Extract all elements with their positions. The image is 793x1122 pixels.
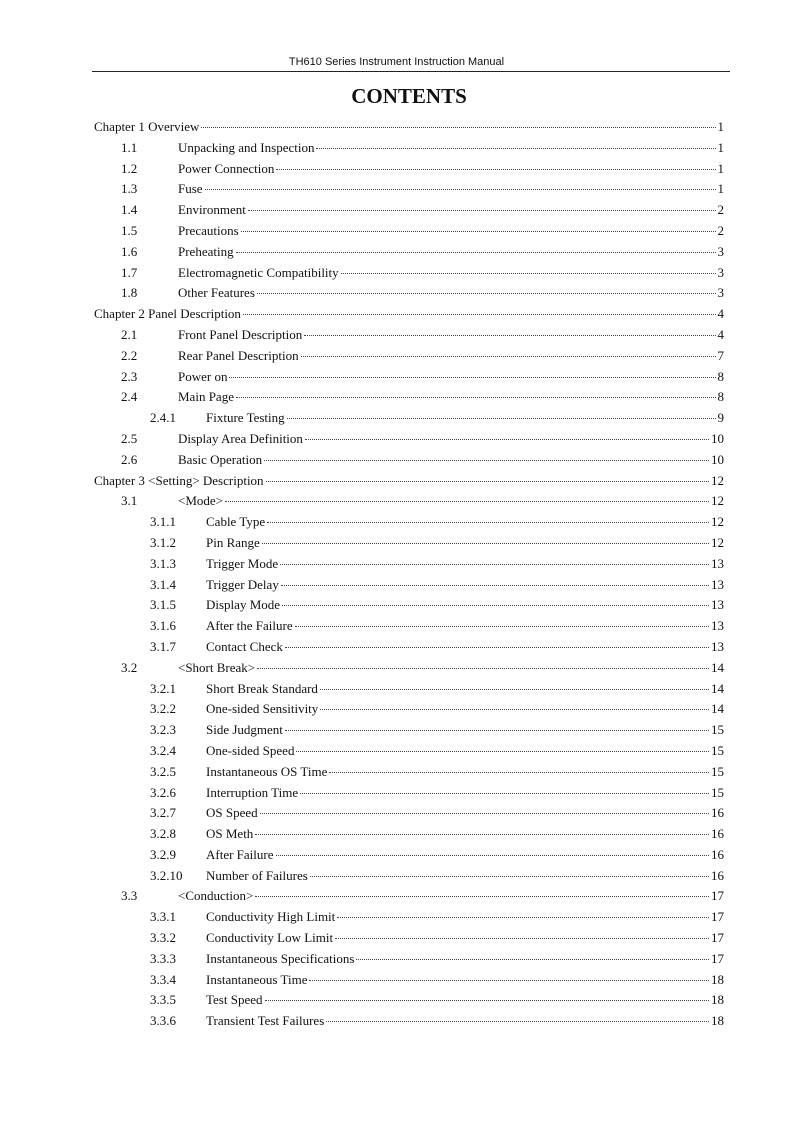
toc-section-number: 1.6 [121, 243, 138, 259]
toc-section-number: 3.1.2 [150, 534, 176, 550]
toc-entry-title: After Failure [206, 846, 274, 862]
toc-page-number: 3 [717, 243, 724, 259]
toc-page-number: 13 [711, 597, 724, 613]
dot-leader [276, 169, 715, 170]
dot-leader [236, 397, 716, 398]
dot-leader [262, 543, 709, 544]
toc-entry-title: Display Mode [206, 597, 281, 613]
toc-section-number: 2.5 [121, 430, 138, 446]
toc-entry[interactable] [0, 408, 793, 429]
dot-leader [264, 460, 709, 461]
toc-entry-title: <Short Break> [178, 659, 256, 675]
toc-entry-line [206, 637, 724, 658]
toc-entry[interactable] [0, 928, 793, 949]
toc-entry-line [94, 304, 724, 325]
toc-entry[interactable] [0, 575, 793, 596]
toc-entry-line [206, 616, 724, 637]
dot-leader [280, 564, 709, 565]
toc-entry[interactable] [0, 907, 793, 928]
toc-page-number: 14 [711, 680, 724, 696]
toc-page-number: 15 [711, 742, 724, 758]
toc-entry-line [206, 741, 724, 762]
toc-entry-line [178, 429, 724, 450]
toc-section-number: 3.3.2 [150, 930, 176, 946]
toc-page-number: 13 [711, 618, 724, 634]
dot-leader [260, 813, 709, 814]
toc-section-number: 3.2.6 [150, 784, 176, 800]
toc-page-number: 2 [717, 222, 724, 238]
dot-leader [296, 751, 709, 752]
toc-entry-title: Unpacking and Inspection [178, 139, 315, 155]
toc-entry[interactable] [0, 512, 793, 533]
toc-entry-title: Conductivity Low Limit [206, 930, 334, 946]
toc-entry-line [206, 783, 724, 804]
toc-entry[interactable] [0, 367, 793, 388]
toc-section-number: 1.2 [121, 160, 138, 176]
toc-entry-line [178, 346, 724, 367]
dot-leader [241, 231, 716, 232]
toc-entry-title: Environment [178, 202, 246, 218]
toc-entry-title: Pin Range [206, 534, 260, 550]
toc-entry-line [94, 471, 724, 492]
toc-section-number: 3.1.5 [150, 597, 176, 613]
toc-entry-title: <Mode> [178, 493, 223, 509]
toc-section-number: 1.1 [121, 139, 138, 155]
toc-entry[interactable] [0, 200, 793, 221]
toc-entry-title: Instantaneous Specifications [206, 950, 355, 966]
toc-page-number: 12 [711, 472, 724, 488]
toc-entry-title: Side Judgment [206, 722, 283, 738]
dot-leader [337, 917, 709, 918]
toc-entry[interactable] [0, 783, 793, 804]
dot-leader [265, 1000, 710, 1001]
toc-section-number: 3.1.7 [150, 638, 176, 654]
toc-page-number: 12 [711, 493, 724, 509]
toc-page-number: 1 [717, 160, 724, 176]
toc-entry[interactable] [0, 242, 793, 263]
toc-entry-line [206, 907, 724, 928]
toc-section-number: 1.4 [121, 202, 138, 218]
dot-leader [276, 855, 709, 856]
toc-entry-line [206, 824, 724, 845]
toc-entry-title: Power Connection [178, 160, 275, 176]
toc-entry[interactable] [0, 491, 793, 512]
toc-section-number: 3.3.1 [150, 909, 176, 925]
toc-entry-title: Short Break Standard [206, 680, 318, 696]
toc-page-number: 14 [711, 701, 724, 717]
toc-entry-title: Interruption Time [206, 784, 299, 800]
toc-entry-line [178, 263, 724, 284]
toc-section-number: 3.2 [121, 659, 138, 675]
toc-entry-title: Preheating [178, 243, 234, 259]
dot-leader [316, 148, 715, 149]
toc-entry-title: Instantaneous Time [206, 971, 308, 987]
toc-section-number: 2.4 [121, 389, 138, 405]
dot-leader [329, 772, 709, 773]
toc-page-number: 16 [711, 805, 724, 821]
dot-leader [281, 585, 709, 586]
toc-entry-line [206, 1011, 724, 1032]
toc-entry-title: Electromagnetic Compatibility [178, 264, 339, 280]
dot-leader [201, 127, 715, 128]
toc-entry[interactable] [0, 429, 793, 450]
toc-entry-line [178, 491, 724, 512]
toc-section-number: 3.1.6 [150, 618, 176, 634]
dot-leader [205, 189, 716, 190]
dot-leader [356, 959, 709, 960]
toc-entry[interactable] [0, 616, 793, 637]
toc-entry[interactable] [0, 325, 793, 346]
toc-section-number: 3.3.6 [150, 1013, 176, 1029]
toc-entry-title: <Conduction> [178, 888, 254, 904]
toc-page-number: 10 [711, 451, 724, 467]
dot-leader [257, 293, 716, 294]
toc-entry-title: Contact Check [206, 638, 283, 654]
toc-entry[interactable] [0, 866, 793, 887]
toc-page-number: 12 [711, 534, 724, 550]
toc-page-number: 14 [711, 659, 724, 675]
toc-entry-line [206, 575, 724, 596]
dot-leader [326, 1021, 709, 1022]
toc-section-number: 3.2.8 [150, 826, 176, 842]
dot-leader [320, 709, 709, 710]
toc-section-number: 3.3.4 [150, 971, 176, 987]
toc-page-number: 16 [711, 846, 724, 862]
dot-leader [305, 439, 709, 440]
dot-leader [287, 418, 716, 419]
toc-entry-line [206, 762, 724, 783]
toc-chapter-entry[interactable] [0, 117, 793, 138]
toc-entry-line [178, 200, 724, 221]
toc-page-number: 17 [711, 930, 724, 946]
toc-entry[interactable] [0, 720, 793, 741]
dot-leader [248, 210, 716, 211]
toc-section-number: 3.1 [121, 493, 138, 509]
toc-section-number: 3.1.4 [150, 576, 176, 592]
toc-entry-line [206, 803, 724, 824]
toc-entry-line [178, 221, 724, 242]
dot-leader [285, 647, 709, 648]
toc-entry-line [206, 595, 724, 616]
dot-leader [300, 793, 709, 794]
toc-entry-line [178, 658, 724, 679]
toc-section-number: 2.1 [121, 326, 138, 342]
toc-entry-title: Fixture Testing [206, 410, 285, 426]
toc-entry-line [206, 408, 724, 429]
toc-page-number: 8 [717, 389, 724, 405]
dot-leader [257, 668, 709, 669]
toc-page-number: 1 [717, 181, 724, 197]
toc-page-number: 17 [711, 950, 724, 966]
toc-entry-line [206, 512, 724, 533]
toc-entry-line [206, 970, 724, 991]
toc-section-number: 1.7 [121, 264, 138, 280]
dot-leader [225, 501, 709, 502]
toc-page-number: 4 [717, 306, 724, 322]
toc-entry-title: Chapter 3 <Setting> Description [94, 472, 264, 488]
toc-entry[interactable] [0, 450, 793, 471]
toc-entry-line [206, 928, 724, 949]
toc-entry-title: OS Meth [206, 826, 254, 842]
dot-leader [310, 876, 709, 877]
toc-page-number: 15 [711, 784, 724, 800]
toc-section-number: 3.2.2 [150, 701, 176, 717]
toc-entry-title: Front Panel Description [178, 326, 303, 342]
toc-entry-line [178, 886, 724, 907]
toc-entry-title: Test Speed [206, 992, 263, 1008]
toc-entry-title: Cable Type [206, 514, 266, 530]
toc-page-number: 10 [711, 430, 724, 446]
toc-section-number: 1.5 [121, 222, 138, 238]
dot-leader [282, 605, 709, 606]
dot-leader [266, 481, 709, 482]
toc-entry[interactable] [0, 699, 793, 720]
toc-entry-title: One-sided Speed [206, 742, 295, 758]
toc-entry-title: Other Features [178, 285, 255, 301]
toc-entry[interactable] [0, 679, 793, 700]
toc-page-number: 1 [717, 119, 724, 134]
toc-entry[interactable] [0, 283, 793, 304]
dot-leader [320, 689, 709, 690]
dot-leader [229, 377, 715, 378]
dot-leader [267, 522, 709, 523]
toc-chapter-entry[interactable] [0, 471, 793, 492]
toc-section-number: 3.2.7 [150, 805, 176, 821]
toc-page-number: 3 [717, 285, 724, 301]
toc-entry[interactable] [0, 949, 793, 970]
toc-section-number: 1.3 [121, 181, 138, 197]
dot-leader [243, 314, 716, 315]
toc-entry[interactable] [0, 179, 793, 200]
toc-section-number: 3.3.3 [150, 950, 176, 966]
toc-entry-line [178, 283, 724, 304]
toc-entry-line [178, 367, 724, 388]
toc-entry-title: Trigger Mode [206, 555, 279, 571]
toc-entry[interactable] [0, 637, 793, 658]
toc-entry[interactable] [0, 1011, 793, 1032]
toc-entry-line [94, 117, 724, 138]
toc-entry-title: After the Failure [206, 618, 293, 634]
toc-section-number: 3.2.10 [150, 867, 183, 883]
toc-page-number: 8 [717, 368, 724, 384]
toc-section-number: 2.6 [121, 451, 138, 467]
toc-page-number: 2 [717, 202, 724, 218]
toc-page-number: 7 [717, 347, 724, 363]
toc-entry-line [206, 720, 724, 741]
toc-entry-title: Power on [178, 368, 228, 384]
table-of-contents [0, 117, 793, 1032]
dot-leader [304, 335, 715, 336]
toc-section-number: 1.8 [121, 285, 138, 301]
toc-entry[interactable] [0, 221, 793, 242]
dot-leader [236, 252, 716, 253]
toc-entry[interactable] [0, 159, 793, 180]
toc-page-number: 17 [711, 909, 724, 925]
toc-page-number: 16 [711, 826, 724, 842]
toc-entry-line [206, 699, 724, 720]
toc-entry[interactable] [0, 387, 793, 408]
toc-section-number: 3.3.5 [150, 992, 176, 1008]
header-rule [92, 71, 730, 72]
toc-entry-line [178, 138, 724, 159]
toc-entry-title: Basic Operation [178, 451, 263, 467]
toc-entry[interactable] [0, 346, 793, 367]
toc-entry[interactable] [0, 595, 793, 616]
toc-entry-title: Display Area Definition [178, 430, 303, 446]
toc-entry-title: Rear Panel Description [178, 347, 299, 363]
toc-entry-line [206, 866, 724, 887]
toc-section-number: 3.2.5 [150, 763, 176, 779]
toc-section-number: 3.1.3 [150, 555, 176, 571]
toc-page-number: 15 [711, 722, 724, 738]
toc-entry-line [178, 179, 724, 200]
toc-entry[interactable] [0, 138, 793, 159]
toc-entry-title: One-sided Sensitivity [206, 701, 319, 717]
toc-entry-title: Precautions [178, 222, 239, 238]
toc-page-number: 3 [717, 264, 724, 280]
dot-leader [255, 896, 709, 897]
toc-entry-line [206, 533, 724, 554]
toc-page-number: 4 [717, 326, 724, 342]
toc-page-number: 12 [711, 514, 724, 530]
toc-section-number: 2.3 [121, 368, 138, 384]
toc-entry[interactable] [0, 762, 793, 783]
toc-entry[interactable] [0, 263, 793, 284]
toc-entry[interactable] [0, 741, 793, 762]
toc-entry[interactable] [0, 845, 793, 866]
toc-page-number: 1 [717, 139, 724, 155]
toc-entry-line [178, 325, 724, 346]
toc-entry[interactable] [0, 658, 793, 679]
toc-page-number: 16 [711, 867, 724, 883]
toc-entry-line [178, 159, 724, 180]
toc-entry-title: Transient Test Failures [206, 1013, 325, 1029]
toc-entry[interactable] [0, 824, 793, 845]
toc-entry[interactable] [0, 554, 793, 575]
toc-page-number: 9 [717, 410, 724, 426]
toc-section-number: 3.2.9 [150, 846, 176, 862]
toc-section-number: 3.2.1 [150, 680, 176, 696]
toc-entry-title: Chapter 1 Overview [94, 119, 200, 134]
page-title: CONTENTS [351, 84, 467, 108]
toc-entry-title: OS Speed [206, 805, 258, 821]
toc-page-number: 18 [711, 971, 724, 987]
running-header: TH610 Series Instrument Instruction Manual [288, 56, 505, 68]
toc-section-number: 3.3 [121, 888, 138, 904]
toc-entry-line [206, 554, 724, 575]
toc-section-number: 2.4.1 [150, 410, 176, 426]
dot-leader [341, 273, 716, 274]
toc-page-number: 18 [711, 1013, 724, 1029]
toc-page-number: 13 [711, 638, 724, 654]
toc-page-number: 13 [711, 555, 724, 571]
toc-page-number: 17 [711, 888, 724, 904]
toc-section-number: 2.2 [121, 347, 138, 363]
toc-entry-title: Chapter 2 Panel Description [94, 306, 241, 322]
dot-leader [335, 938, 709, 939]
toc-entry[interactable] [0, 803, 793, 824]
toc-entry-line [178, 387, 724, 408]
toc-section-number: 3.1.1 [150, 514, 176, 530]
toc-entry[interactable] [0, 533, 793, 554]
toc-entry[interactable] [0, 970, 793, 991]
toc-section-number: 3.2.3 [150, 722, 176, 738]
toc-entry-line [206, 990, 724, 1011]
toc-entry-title: Trigger Delay [206, 576, 279, 592]
toc-entry-line [206, 679, 724, 700]
dot-leader [285, 730, 709, 731]
dot-leader [301, 356, 716, 357]
toc-entry-title: Fuse [178, 181, 203, 197]
toc-entry-title: Instantaneous OS Time [206, 763, 328, 779]
toc-entry[interactable] [0, 886, 793, 907]
toc-page-number: 18 [711, 992, 724, 1008]
dot-leader [295, 626, 709, 627]
toc-page-number: 15 [711, 763, 724, 779]
toc-section-number: 3.2.4 [150, 742, 176, 758]
dot-leader [309, 980, 709, 981]
toc-entry-title: Conductivity High Limit [206, 909, 336, 925]
toc-entry-line [206, 845, 724, 866]
toc-page-number: 13 [711, 576, 724, 592]
toc-entry[interactable] [0, 990, 793, 1011]
toc-chapter-entry[interactable] [0, 304, 793, 325]
toc-entry-line [206, 949, 724, 970]
toc-entry-title: Main Page [178, 389, 234, 405]
toc-entry-line [178, 242, 724, 263]
dot-leader [255, 834, 709, 835]
toc-entry-title: Number of Failures [206, 867, 308, 883]
toc-entry-line [178, 450, 724, 471]
